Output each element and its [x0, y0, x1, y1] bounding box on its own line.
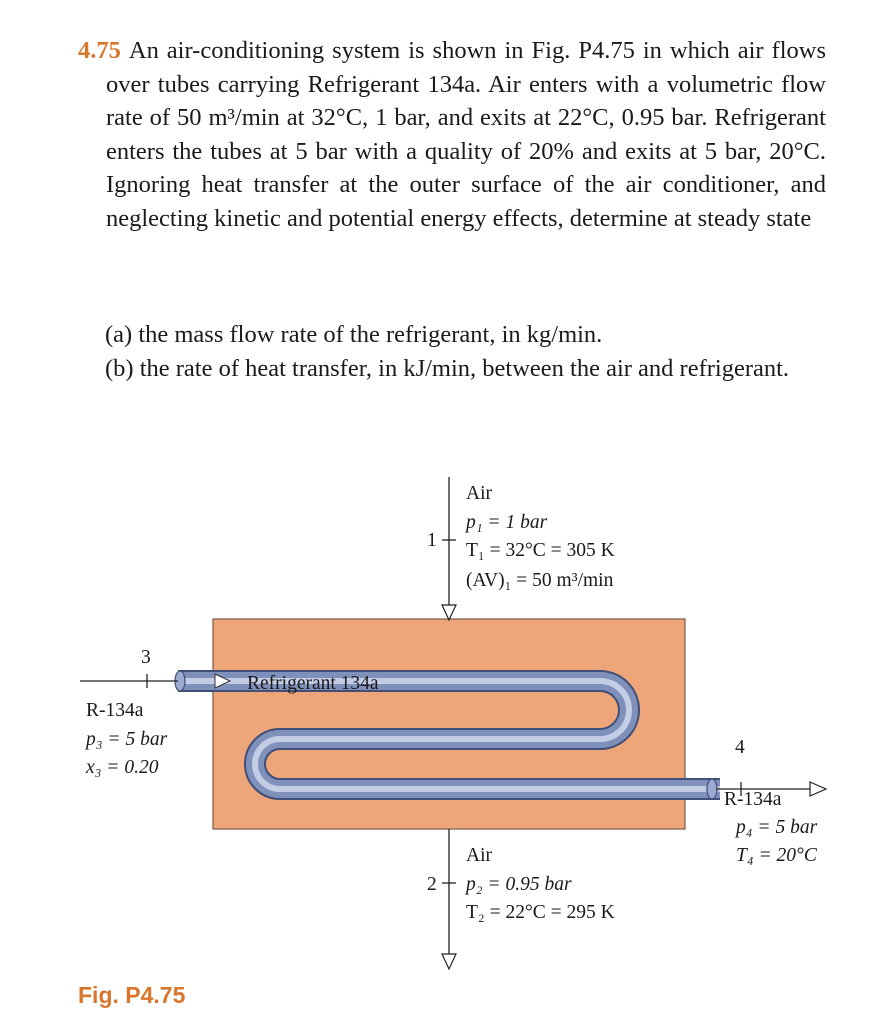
- refrigerant-out-pressure: p₄ = 5 bar: [736, 817, 818, 838]
- problem-text: An air-conditioning system is shown in Fig. P4.75 in which air flows over tubes carrying Refrigerant 134a. Air enters with a volumetric flow rate of 50 m³/min at 32°C, 1 bar, and exits at 22°C, 0.95 bar. Refrigerant enters the tubes at 5 bar with a quality of 20% and exits at 5 bar, 20°C. Ignoring heat transfer at the outer surface of the air conditioner, and neglecting kinetic and potential energy effects, determine at steady state: [106, 37, 827, 232]
- air-inlet-arrow: [442, 605, 456, 620]
- inlet-air-pressure: p₁ = 1 bar: [466, 512, 548, 533]
- inlet-air-name: Air: [466, 483, 492, 504]
- part-a: (a) the mass flow rate of the refrigerant, in kg/min.: [105, 321, 603, 348]
- inlet-air-temperature: T₁ = 32°C = 305 K: [466, 540, 615, 561]
- outlet-air-name: Air: [466, 845, 492, 866]
- inlet-air-flow: (AV)₁ = 50 m³/min: [466, 570, 614, 591]
- part-b: (b) the rate of heat transfer, in kJ/min, between the air and refrigerant.: [105, 354, 790, 382]
- refrigerant-in-name: R-134a: [86, 700, 144, 721]
- refrigerant-out-temperature: T₄ = 20°C: [736, 845, 817, 866]
- refrigerant-outlet-arrow: [810, 782, 826, 796]
- tube-label: Refrigerant 134a: [247, 673, 379, 694]
- outlet-air-temperature: T₂ = 22°C = 295 K: [466, 902, 615, 923]
- station-1-label: 1: [427, 530, 437, 551]
- air-outlet-arrow: [442, 954, 456, 969]
- figure-caption: Fig. P4.75: [78, 982, 186, 1008]
- problem-number: 4.75: [78, 37, 121, 64]
- station-4-label: 4: [735, 737, 745, 758]
- refrigerant-in-quality: x₃ = 0.20: [86, 757, 159, 778]
- station-3-label: 3: [141, 647, 151, 668]
- refrigerant-in-pressure: p₃ = 5 bar: [86, 729, 168, 750]
- station-2-label: 2: [427, 874, 437, 895]
- refrigerant-out-name: R-134a: [724, 789, 782, 810]
- outlet-air-pressure: p₂ = 0.95 bar: [466, 874, 572, 895]
